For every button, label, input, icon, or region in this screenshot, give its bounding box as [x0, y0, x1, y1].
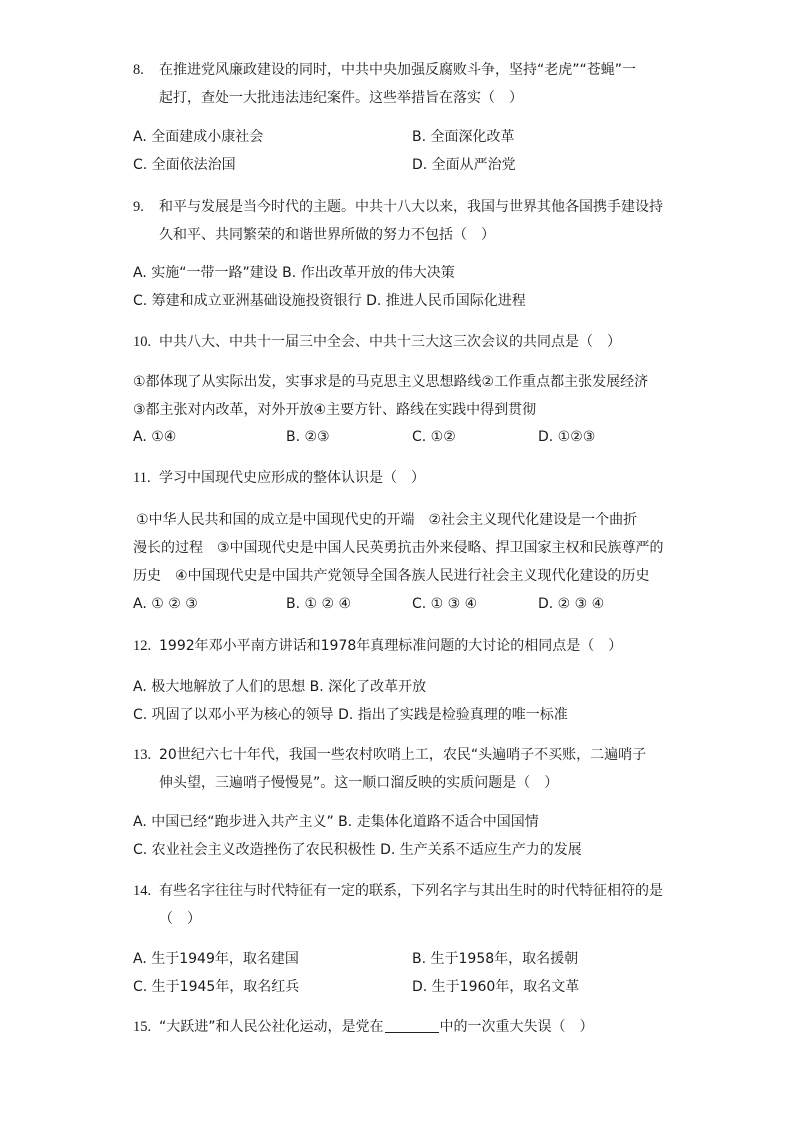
statements-line-2: 漫长的过程 ③中国现代史是中国人民英勇抗击外来侵略、捍卫国家主权和民族尊严的 — [133, 540, 664, 556]
question-number: 15. — [133, 1019, 152, 1035]
question-stem: 和平与发展是当今时代的主题。中共十八大以来，我国与世界其他各国携手建设持 — [159, 199, 663, 215]
option-b[interactable]: B. 生于1958年，取名援朝 — [412, 951, 579, 967]
question-stem: 中共八大、中共十一届三中全会、中共十三大这三次会议的共同点是（ ） — [159, 334, 621, 350]
option-d[interactable]: D. ② ③ ④ — [538, 596, 605, 612]
question-10 — [133, 328, 663, 356]
question-stem-cont: 伸头望，三遍哨子慢慢晃”。这一顺口溜反映的实质问题是（ ） — [159, 775, 559, 791]
option-b[interactable]: B. 全面深化改革 — [412, 129, 515, 145]
question-8 — [133, 56, 663, 112]
option-c[interactable]: C. 生于1945年，取名红兵 — [133, 979, 300, 995]
question-stem: 1992年邓小平南方讲话和1978年真理标准问题的大讨论的相同点是（ ） — [159, 638, 623, 654]
option-c[interactable]: C. ①② — [412, 429, 456, 445]
question-number: 14. — [133, 883, 152, 899]
question-11 — [133, 464, 663, 492]
option-b[interactable]: B. ① ② ④ — [286, 596, 352, 612]
question-13 — [133, 741, 663, 797]
option-b[interactable]: B. ②③ — [286, 429, 330, 445]
question-number: 11. — [133, 470, 151, 486]
option-c[interactable]: C. 全面依法治国 — [133, 157, 236, 173]
statements-line-1: ①都体现了从实际出发，实事求是的马克思主义思想路线②工作重点都主张发展经济 — [133, 374, 649, 390]
question-9 — [133, 193, 663, 249]
option-d[interactable]: D. ①②③ — [538, 429, 596, 445]
options-line-1[interactable]: A. 极大地解放了人们的思想 B. 深化了改革开放 — [133, 679, 427, 695]
option-c[interactable]: C. ① ③ ④ — [412, 596, 478, 612]
question-14 — [133, 877, 663, 933]
option-a[interactable]: A. ①④ — [133, 429, 177, 445]
option-a[interactable]: A. 生于1949年，取名建国 — [133, 951, 299, 967]
question-stem: 有些名字往往与时代特征有一定的联系，下列名字与其出生时的时代特征相符的是 — [159, 883, 663, 899]
question-stem-cont: 起打，查处一大批违法违纪案件。这些举措旨在落实（ ） — [159, 90, 523, 106]
question-12 — [133, 632, 663, 660]
question-stem: 在推进党风廉政建设的同时，中共中央加强反腐败斗争，坚持“老虎”“苍蝇”一 — [159, 62, 637, 78]
options-line-2[interactable]: C. 农业社会主义改造挫伤了农民积极性 D. 生产关系不适应生产力的发展 — [133, 842, 582, 858]
option-a[interactable]: A. 全面建成小康社会 — [133, 129, 264, 145]
options-line-2[interactable]: C. 巩固了以邓小平为核心的领导 D. 指出了实践是检验真理的唯一标准 — [133, 707, 568, 723]
statements-line-2: ③都主张对内改革，对外开放④主要方针、路线在实践中得到贯彻 — [133, 402, 537, 418]
question-stem: 学习中国现代史应形成的整体认识是（ ） — [159, 470, 425, 486]
question-stem-cont: （ ） — [159, 911, 201, 927]
question-15 — [133, 1013, 663, 1041]
option-a[interactable]: A. ① ② ③ — [133, 596, 198, 612]
options-line-1[interactable]: A. 实施“一带一路”建设 B. 作出改革开放的伟大决策 — [133, 265, 455, 281]
question-stem: “大跃进”和人民公社化运动，是党在 — [159, 1019, 384, 1035]
statements-line-3: 历史 ④中国现代史是中国共产党领导全国各族人民进行社会主义现代化建设的历史 — [133, 568, 650, 584]
question-number: 8. — [133, 62, 144, 78]
question-number: 10. — [133, 334, 152, 350]
question-number: 9. — [133, 199, 144, 215]
options-line-2[interactable]: C. 筹建和成立亚洲基础设施投资银行 D. 推进人民币国际化进程 — [133, 293, 526, 309]
question-stem-cont: 久和平、共同繁荣的和谐世界所做的努力不包括（ ） — [159, 227, 495, 243]
question-number: 13. — [133, 747, 152, 763]
question-number: 12. — [133, 638, 152, 654]
question-stem: 20世纪六七十年代，我国一些农村吹哨上工，农民“头遍哨子不买账，二遍哨子 — [159, 747, 647, 763]
statements-line-1: ①中华人民共和国的成立是中国现代史的开端 ②社会主义现代化建设是一个曲折 — [136, 512, 638, 528]
question-stem-end: 中的一次重大失误（ ） — [439, 1019, 594, 1035]
options-line-1[interactable]: A. 中国已经“跑步进入共产主义” B. 走集体化道路不适合中国国情 — [133, 814, 539, 830]
option-d[interactable]: D. 生于1960年，取名文革 — [412, 979, 580, 995]
option-d[interactable]: D. 全面从严治党 — [412, 157, 516, 173]
answer-blank[interactable] — [385, 1017, 439, 1033]
